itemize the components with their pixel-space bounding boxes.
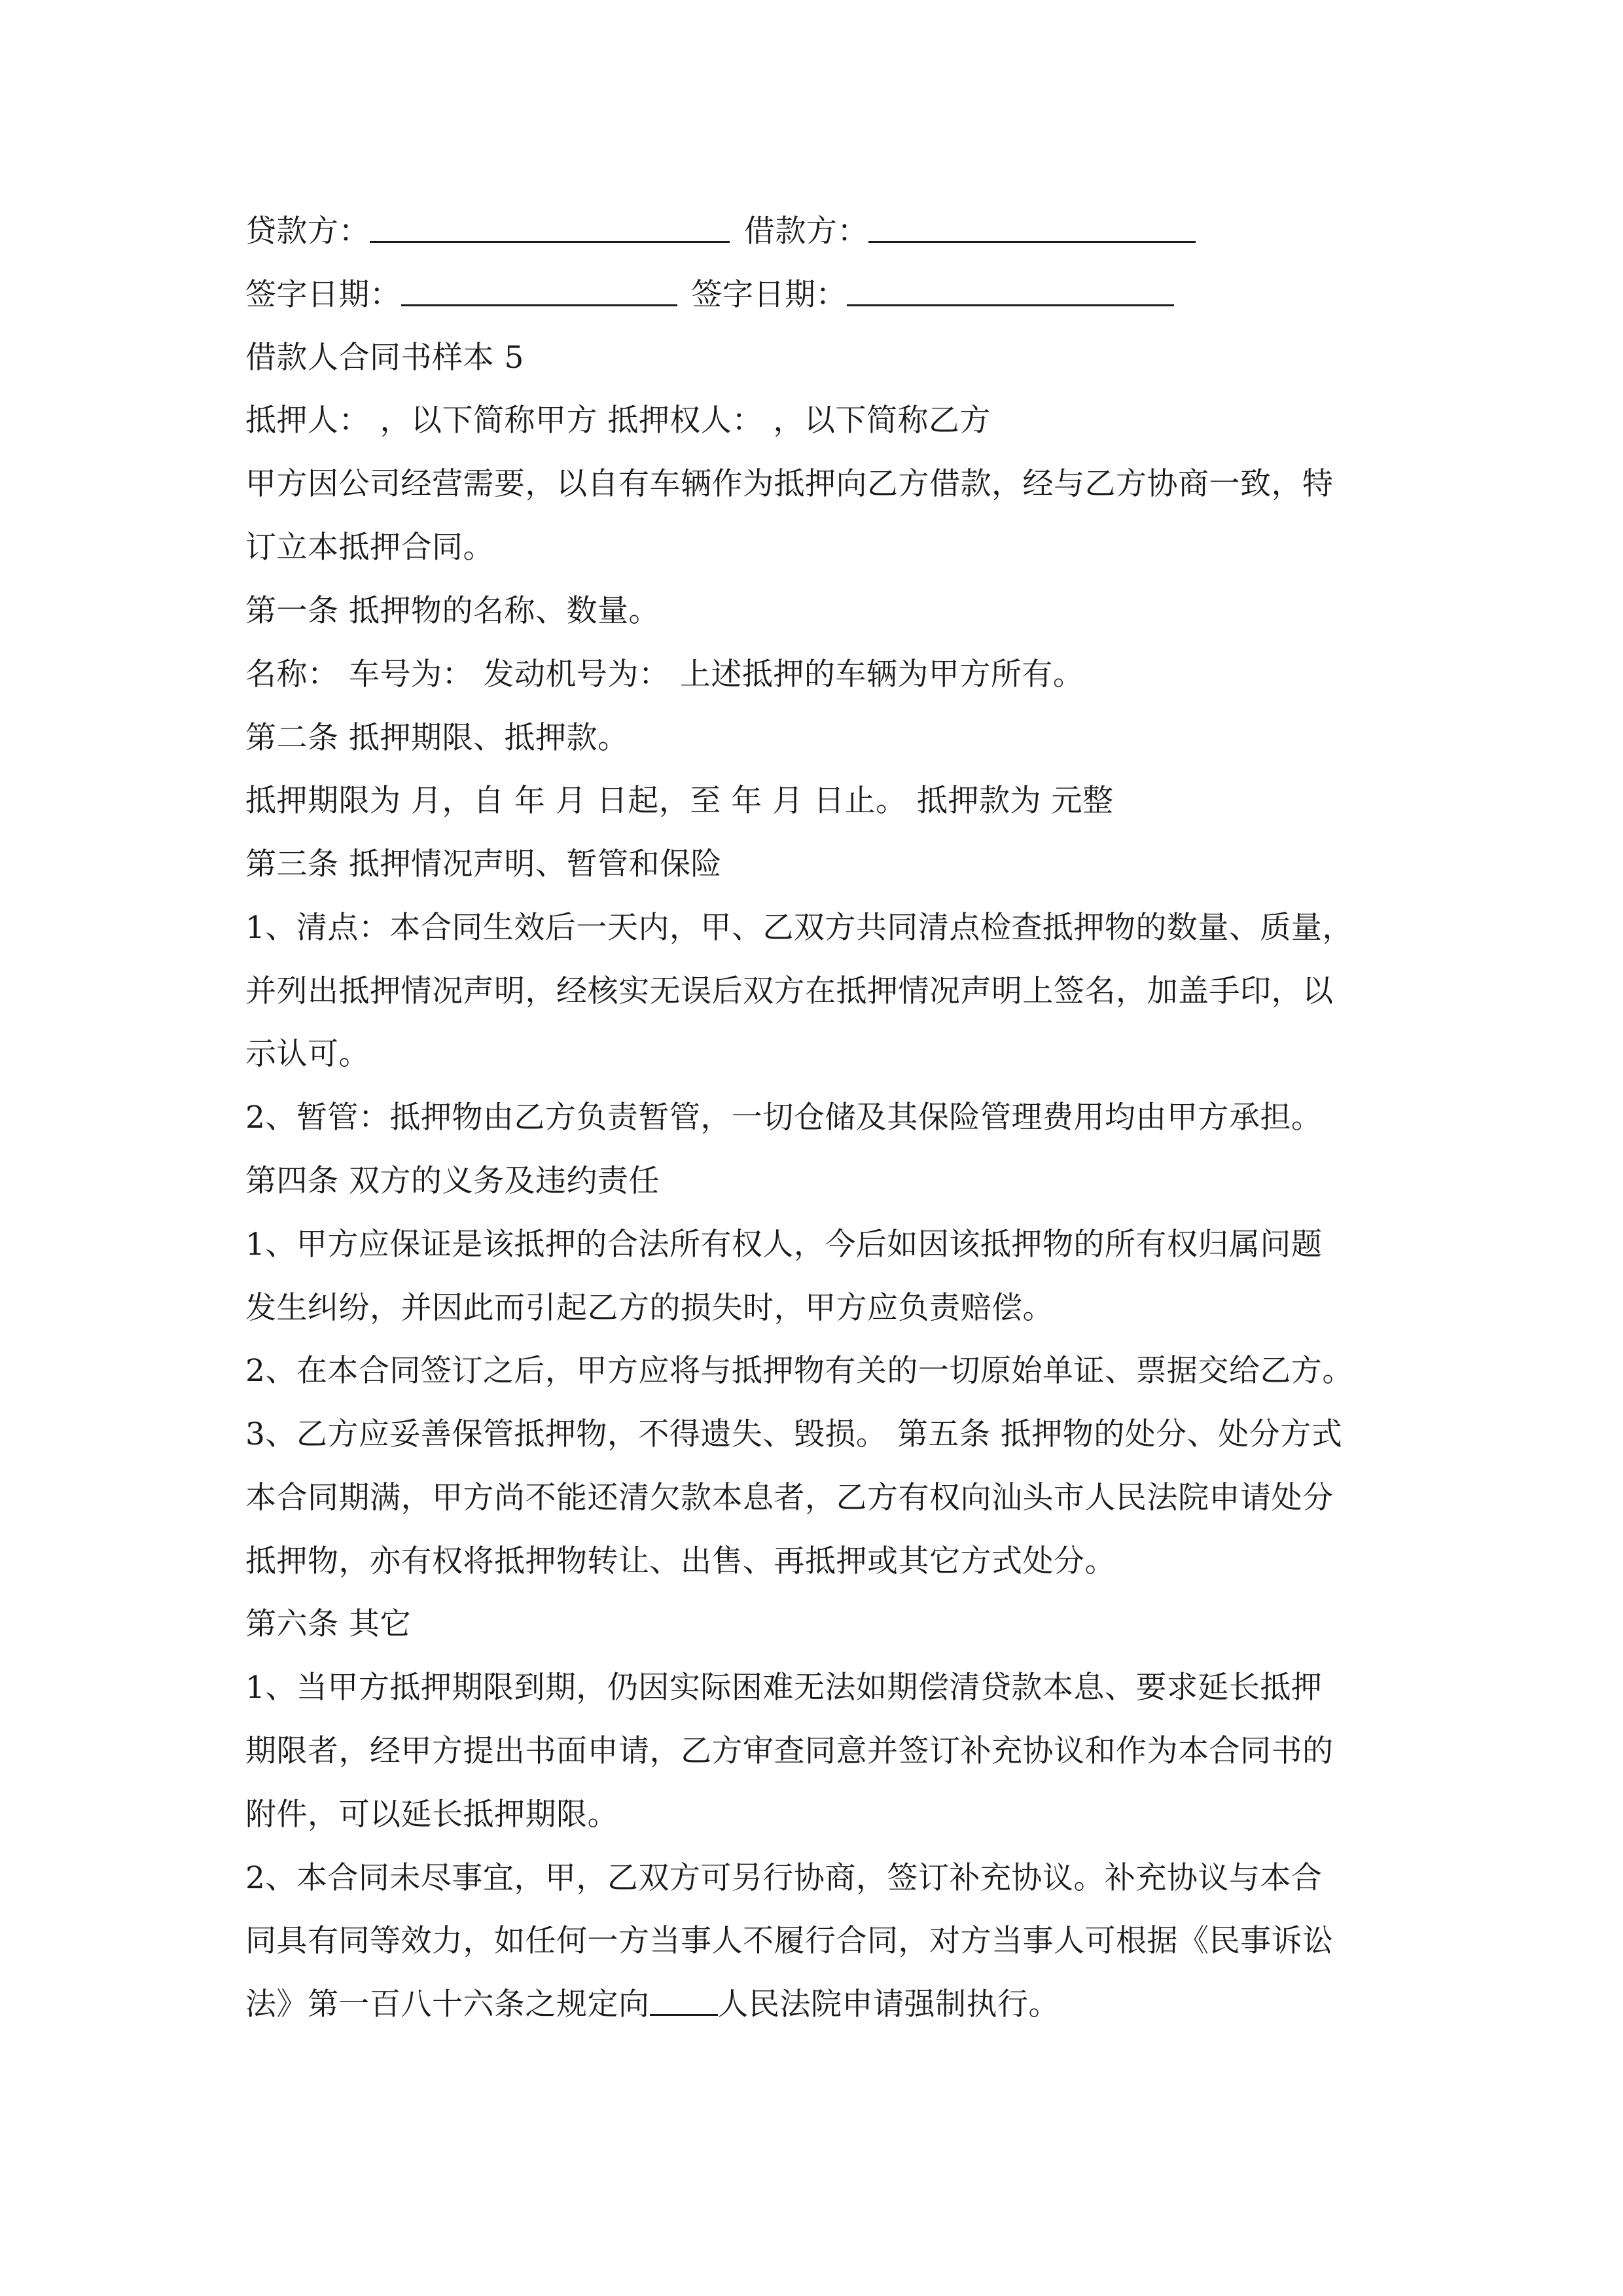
lender-label: 贷款方：: [245, 213, 370, 249]
article-6-para-2-line-3-end: 人民法院申请强制执行。: [717, 1986, 1060, 2022]
sign-date-right-label: 签字日期：: [691, 277, 847, 313]
parties-line: 抵押人： ，以下简称甲方 抵押权人： ，以下简称乙方: [245, 403, 991, 439]
borrower-signature-blank: [868, 200, 1196, 243]
article-4-para-3-line-2: 本合同期满，甲方尚不能还清欠款本息者，乙方有权向汕头市人民法院申请处分: [245, 1480, 1334, 1516]
article-4-para-1-line-2: 发生纠纷，并因此而引起乙方的损失时，甲方应负责赔偿。: [245, 1290, 1054, 1326]
article-2-title: 第二条 抵押期限、抵押款。: [245, 720, 629, 756]
intro-line-2: 订立本抵押合同。: [245, 529, 494, 565]
article-4-para-2: 2、在本合同签订之后，甲方应将与抵押物有关的一切原始单证、票据交给乙方。: [245, 1353, 1353, 1389]
article-1-title: 第一条 抵押物的名称、数量。: [245, 593, 660, 629]
court-name-blank: [650, 1980, 718, 2016]
sign-date-right-blank: [847, 264, 1174, 306]
article-6-para-1-line-1: 1、当甲方抵押期限到期，仍因实际困难无法如期偿清贷款本息、要求延长抵押: [245, 1670, 1323, 1706]
sign-date-left-blank: [401, 264, 677, 306]
article-6-para-1-line-3: 附件，可以延长抵押期限。: [245, 1797, 618, 1833]
article-3-para-1-line-1: 1、清点：本合同生效后一天内，甲、乙双方共同清点检查抵押物的数量、质量，: [245, 910, 1353, 946]
article-3-para-1-line-3: 示认可。: [245, 1036, 370, 1072]
signature-row-dates: [245, 262, 1174, 326]
article-4-para-3-line-1: 3、乙方应妥善保管抵押物，不得遗失、毁损。 第五条 抵押物的处分、处分方式: [245, 1416, 1343, 1452]
intro-line-1: 甲方因公司经营需要，以自有车辆作为抵押向乙方借款，经与乙方协商一致，特: [245, 466, 1334, 502]
lender-signature-blank: [370, 200, 730, 243]
sign-date-left-label: 签字日期：: [245, 277, 401, 313]
article-6-para-2-line-3: [245, 1973, 1060, 2036]
article-3-title: 第三条 抵押情况声明、暂管和保险: [245, 846, 722, 882]
article-1-body: 名称： 车号为： 发动机号为： 上述抵押的车辆为甲方所有。: [245, 656, 1084, 692]
article-6-para-2-line-3-start: 法》第一百八十六条之规定向: [245, 1986, 650, 2022]
article-6-para-2-line-2: 同具有同等效力，如任何一方当事人不履行合同，对方当事人可根据《民事诉讼: [245, 1923, 1334, 1959]
article-4-para-1-line-1: 1、甲方应保证是该抵押的合法所有权人，今后如因该抵押物的所有权归属问题: [245, 1227, 1323, 1263]
document-title: 借款人合同书样本 5: [245, 340, 524, 376]
signature-row-parties: [245, 199, 1196, 262]
borrower-label: 借款方：: [744, 213, 868, 249]
article-6-title: 第六条 其它: [245, 1606, 411, 1642]
article-3-para-1-line-2: 并列出抵押情况声明，经核实无误后双方在抵押情况声明上签名，加盖手印，以: [245, 973, 1334, 1009]
article-6-para-2-line-1: 2、本合同未尽事宜，甲，乙双方可另行协商，签订补充协议。补充协议与本合: [245, 1860, 1323, 1896]
article-4-title: 第四条 双方的义务及违约责任: [245, 1163, 660, 1199]
article-3-para-2: 2、暂管：抵押物由乙方负责暂管，一切仓储及其保险管理费用均由甲方承担。: [245, 1100, 1323, 1136]
article-6-para-1-line-2: 期限者，经甲方提出书面申请，乙方审查同意并签订补充协议和作为本合同书的: [245, 1733, 1334, 1769]
article-2-body: 抵押期限为 月，自 年 月 日起，至 年 月 日止。 抵押款为 元整: [245, 783, 1114, 819]
article-4-para-3-line-3: 抵押物，亦有权将抵押物转让、出售、再抵押或其它方式处分。: [245, 1543, 1116, 1579]
